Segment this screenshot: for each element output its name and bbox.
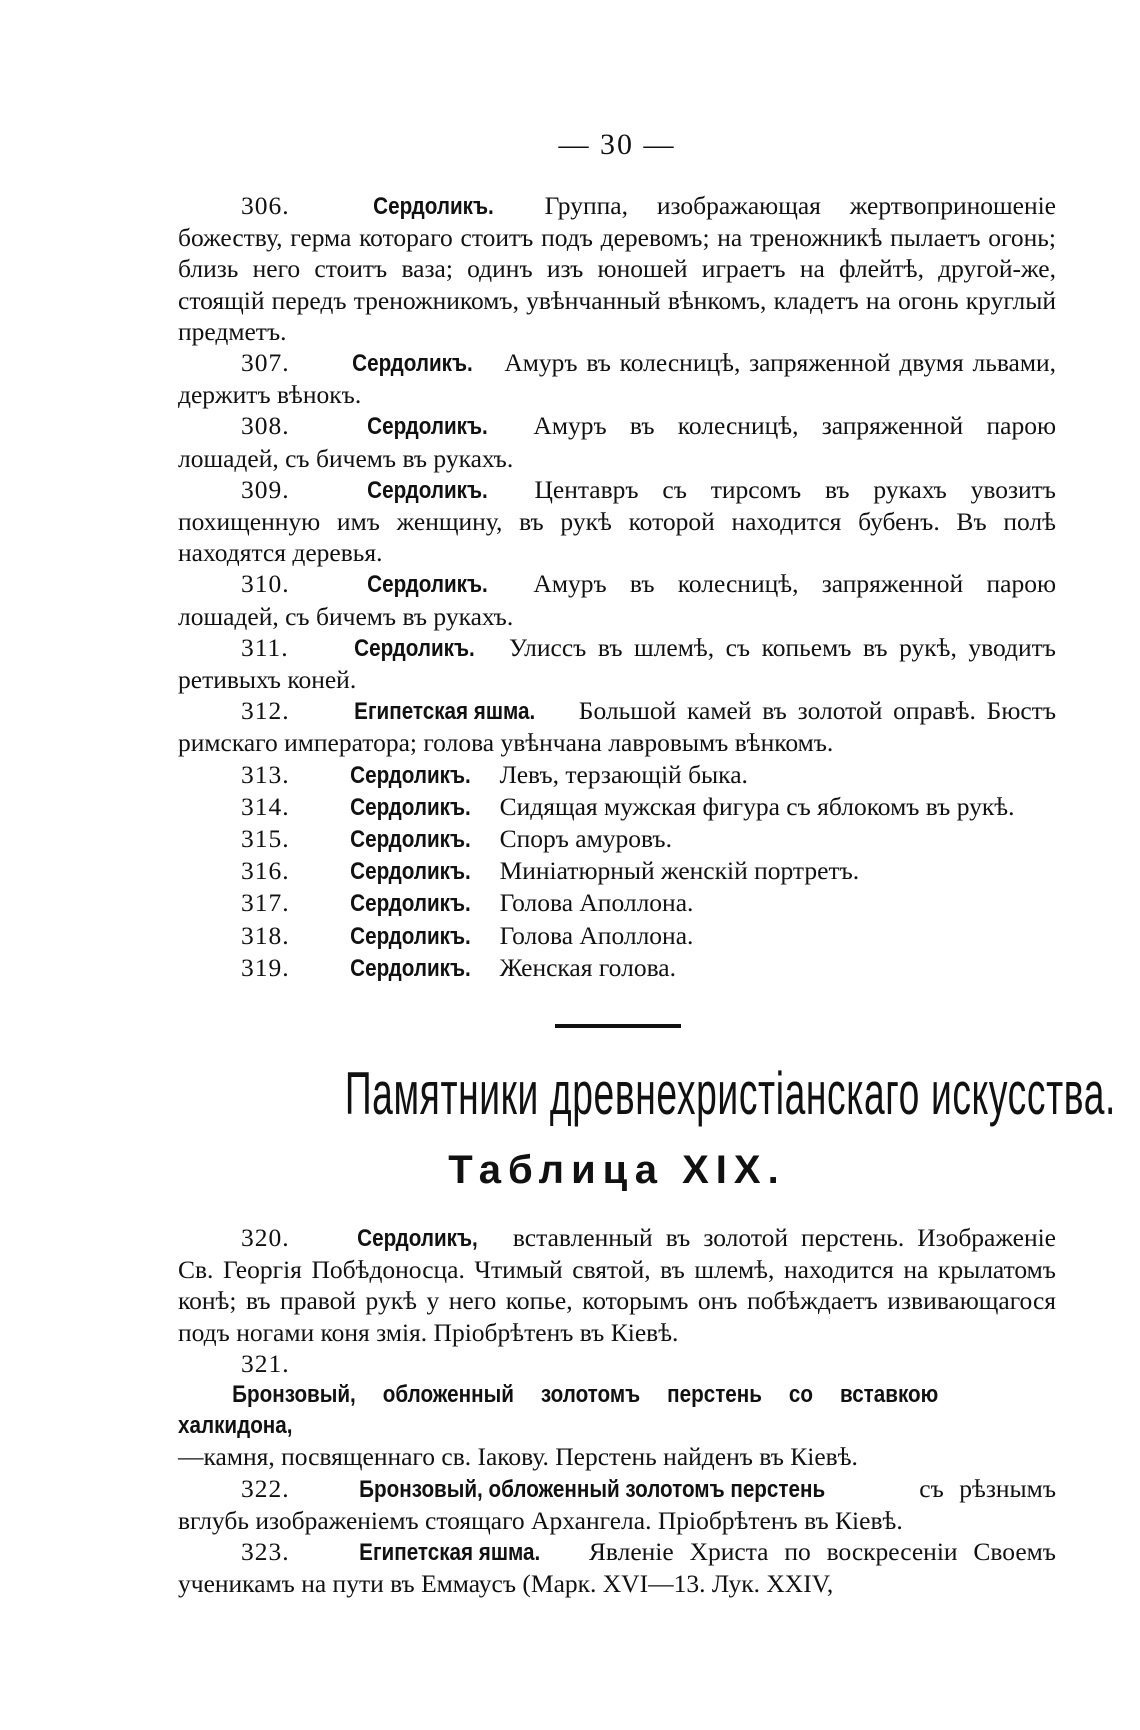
catalog-entry <box>178 190 1056 347</box>
entry-number: 322. <box>241 1473 290 1503</box>
entry-material: Сердоликъ. <box>350 826 471 854</box>
entry-description: Сидящая мужская фигура съ яблокомъ въ рукѣ. <box>493 791 1015 821</box>
section-divider <box>555 1024 681 1028</box>
catalog-entry <box>178 1536 1056 1599</box>
entry-number: 310. <box>241 569 290 599</box>
section-title: Памятники древнехристіанскаго искусства. <box>344 1060 1117 1127</box>
catalog-entry <box>178 855 1056 887</box>
entry-material: Бронзовый, обложенный золотомъ перстень <box>359 1475 826 1503</box>
entry-material: Египетская яшма. <box>354 698 536 726</box>
entry-description: —камня, посвященнаго св. Іакову. Перстень найденъ въ Кіевѣ. <box>178 1442 858 1472</box>
entry-material: Сердоликъ. <box>350 890 471 918</box>
entry-number: 317. <box>241 888 290 918</box>
catalog-entry <box>178 1222 1056 1348</box>
entry-material: Сердоликъ. <box>350 858 471 886</box>
entry-material: Сердоликъ. <box>367 413 488 441</box>
entry-material: Сердоликъ, <box>356 1225 478 1252</box>
entry-description: Голова Аполлона. <box>493 888 694 918</box>
entry-number: 320. <box>241 1223 290 1252</box>
entry-number: 318. <box>241 920 290 950</box>
entry-number: 319. <box>241 952 290 982</box>
entry-number: 308. <box>241 411 290 441</box>
entry-material: Сердоликъ. <box>350 793 471 821</box>
entry-number: 311. <box>241 632 289 662</box>
page-number: — 30 — <box>558 128 676 161</box>
entry-description: Левъ, терзающій быка. <box>493 759 748 789</box>
catalog-entry <box>178 474 1056 569</box>
entry-description: Центавръ съ тирсомъ въ рукахъ увозитъ похищенную имъ женщину, въ рукѣ которой находится бубенъ. Въ полѣ находятся деревья. <box>178 474 1056 568</box>
catalog-entry <box>178 695 1056 758</box>
catalog-entry <box>178 823 1056 855</box>
catalog-entries-top <box>178 190 1056 984</box>
entry-description: Большой камей въ золотой оправѣ. Бюстъ римскаго императора; голова увѣнчана лавровымъ вѣнкомъ. <box>178 696 1057 758</box>
entry-description: Улиссъ въ шлемѣ, съ копьемъ въ рукѣ, уводитъ ретивыхъ коней. <box>178 632 1056 695</box>
catalog-entry <box>178 410 1056 473</box>
catalog-entry <box>178 568 1056 631</box>
entry-description: Амуръ въ колесницѣ, запряженной парою лошадей, съ бичемъ въ рукахъ. <box>178 411 1056 473</box>
catalog-entry <box>178 791 1056 823</box>
entry-number: 316. <box>241 856 290 886</box>
entry-material: Сердоликъ. <box>350 922 471 950</box>
entry-description: Амуръ въ колесницѣ, запряженной парою лошадей, съ бичемъ въ рукахъ. <box>178 569 1056 631</box>
entry-material: Сердоликъ. <box>367 571 488 599</box>
catalog-entries-bottom <box>178 1222 1056 1599</box>
entry-material: Сердоликъ. <box>372 193 494 220</box>
entry-number: 314. <box>241 791 290 821</box>
entry-number: 307. <box>241 348 290 378</box>
entry-number: 315. <box>241 824 290 854</box>
catalog-entry <box>178 887 1056 919</box>
catalog-entry <box>178 1473 1056 1536</box>
entry-number: 323. <box>241 1537 290 1567</box>
table-title: Таблица XIX. <box>448 1148 786 1192</box>
entry-description: Споръ амуровъ. <box>493 824 672 854</box>
entry-description: Группа, изображающая жертвоприношеніе божеству, герма котораго стоитъ подъ деревомъ; на треножникѣ пылаетъ огонь; близь него стоитъ ваза; одинъ изъ юношей играетъ на флейтѣ, другой-же, стоящій передъ треножникомъ, увѣнчанный вѣнкомъ, кладетъ на огонь круглый предметъ. <box>178 191 1056 346</box>
entry-material: Египетская яшма. <box>359 1539 541 1567</box>
catalog-entry <box>178 759 1056 791</box>
entry-number: 313. <box>241 759 290 789</box>
entry-description: Голова Аполлона. <box>493 920 694 950</box>
entry-material: Бронзовый, обложенный золотомъ перстень со вставкою халкидона, <box>178 1381 939 1440</box>
entry-material: Сердоликъ. <box>354 634 476 662</box>
catalog-entry <box>178 920 1056 952</box>
entry-material: Сердоликъ. <box>350 761 471 789</box>
catalog-entry <box>178 1348 1056 1473</box>
entry-number: 312. <box>241 696 290 726</box>
entry-description: Женская голова. <box>493 952 676 982</box>
catalog-entry <box>178 632 1056 695</box>
catalog-entry <box>178 952 1056 984</box>
catalog-entry <box>178 347 1056 410</box>
entry-description: Явленіе Христа по воскресеніи Своемъ ученикамъ на пути въ Еммаусъ (Марк. XVI—13. Лук. XXIV, <box>178 1537 1056 1599</box>
entry-number: 321. <box>241 1348 290 1378</box>
entry-number: 306. <box>241 191 290 220</box>
entry-description: съ рѣзнымъ вглубь изображеніемъ стоящаго Архангела. Пріобрѣтенъ въ Кіевѣ. <box>178 1473 1057 1535</box>
entry-number: 309. <box>241 474 290 504</box>
entry-material: Сердоликъ. <box>367 476 489 504</box>
entry-material: Сердоликъ. <box>352 350 474 378</box>
entry-description: Амуръ въ колесницѣ, запряженной двумя львами, держитъ вѣнокъ. <box>178 348 1057 410</box>
entry-description: вставленный въ золотой перстень. Изображеніе Св. Георгія Побѣдоносца. Чтимый святой, въ шлемѣ, находится на крылатомъ конѣ; въ правой рукѣ у него копье, которымъ онъ побѣждаетъ извивающагося подъ ногами коня змія. Пріобрѣтенъ въ Кіевѣ. <box>178 1223 1057 1347</box>
entry-material: Сердоликъ. <box>350 954 471 982</box>
entry-description: Миніатюрный женскій портретъ. <box>493 856 860 886</box>
